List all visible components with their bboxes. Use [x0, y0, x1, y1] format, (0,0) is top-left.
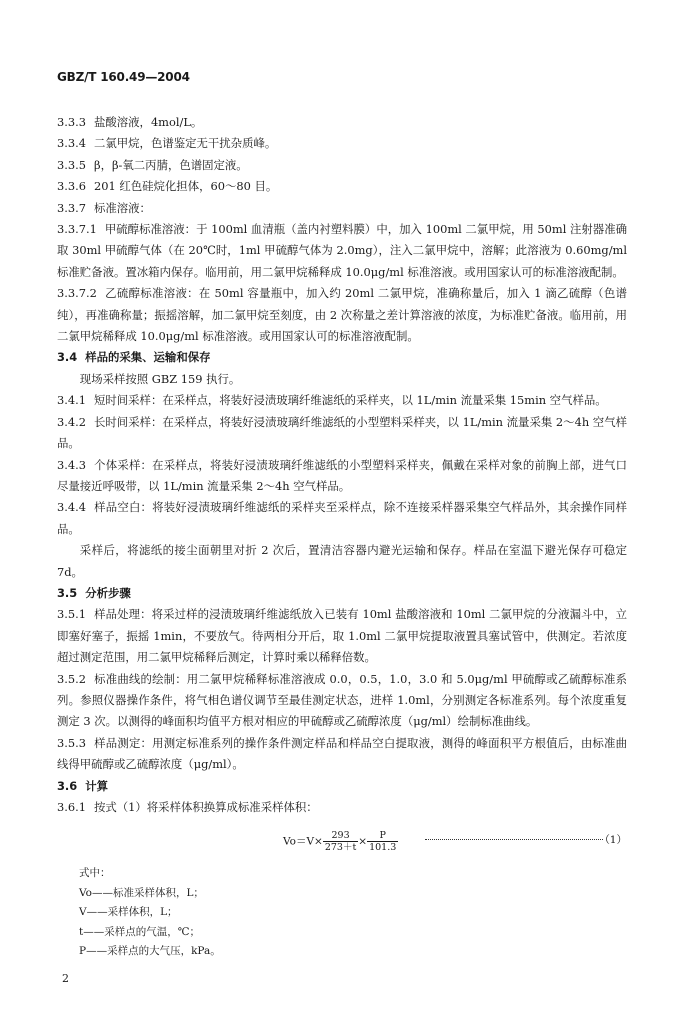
paragraph — [57, 412, 627, 455]
document-body — [57, 112, 627, 962]
clause-text: 盐酸溶液，4mol/L。 — [93, 115, 203, 129]
fraction-denominator: 101.3 — [369, 842, 397, 854]
clause-text: 标准曲线的绘制：用二氯甲烷稀释标准溶液成 0.0，0.5，1.0，3.0 和 5.0μg/ml 甲硫醇或乙硫醇标准系列。参照仪器操作条件，将气相色谱仪调节至最佳测定状态，进样 1.0ml，分别测定各标准系列。每个浓度重复测定 3 次。以测得的峰面积均值平方根对相应的甲硫醇或乙硫醇浓度（μg/ml）绘制标准曲线。 — [57, 671, 627, 729]
paragraph — [57, 155, 627, 176]
paragraph — [57, 112, 627, 133]
clause-text: 样品空白：将装好浸渍玻璃纤维滤纸的采样夹至采样点，除不连接采样器采集空气样品外，其余操作同样品。 — [57, 500, 627, 536]
clause-text: 样品的采集、运输和保存 — [85, 350, 211, 365]
formula-expression — [283, 830, 398, 853]
page-number: 2 — [62, 972, 69, 985]
paragraph — [57, 176, 627, 197]
clause-text: 乙硫醇标准溶液：在 50ml 容量瓶中，加入约 20ml 二氯甲烷，准确称量后，加入 1 滴乙硫醇（色谱纯），再准确称量；振摇溶解，加二氯甲烷至刻度，由 2 次称量之差计算溶液的浓度，为标准贮备液。临用前，用二氯甲烷稀释成 10.0μg/ml 标准溶液。或用国家认可的标准溶液配制。 — [57, 286, 627, 344]
clause-number: 3.3.7.2 — [57, 286, 97, 301]
clause-number: 3.5.2 — [57, 671, 86, 686]
clause-text: 短时间采样：在采样点，将装好浸渍玻璃纤维滤纸的采样夹，以 1L/min 流量采集 15min 空气样品。 — [93, 393, 607, 408]
paragraph — [57, 669, 627, 733]
clause-text: 个体采样：在采样点，将装好浸渍玻璃纤维滤纸的小型塑料采样夹，佩戴在采样对象的前胸上部，进气口尽量接近呼吸带，以 1L/min 流量采集 2～4h 空气样品。 — [57, 457, 627, 493]
paragraph — [57, 283, 627, 347]
clause-number: 3.5 — [57, 585, 78, 600]
paragraph — [57, 497, 627, 540]
clause-text: 计算 — [85, 778, 108, 793]
paragraph-list — [57, 112, 627, 818]
clause-number: 3.3.7 — [57, 200, 86, 215]
formula-lhs: Vo＝V× — [283, 835, 323, 848]
section-heading — [57, 583, 627, 604]
clause-text: 长时间采样：在采样点，将装好浸渍玻璃纤维滤纸的小型塑料采样夹，以 1L/min 流量采集 2～4h 空气样品。 — [57, 414, 627, 451]
symbol-definitions — [57, 864, 627, 962]
paragraph — [57, 455, 627, 498]
clause-number: 3.4 — [57, 350, 78, 365]
clause-text: 样品测定：用测定标准系列的操作条件测定样品和样品空白提取液，测得的峰面积平方根值后，由标准曲线得甲硫醇或乙硫醇浓度（μg/ml）。 — [57, 735, 627, 772]
paragraph — [57, 198, 627, 219]
definitions-intro: 式中： — [79, 867, 111, 880]
clause-text: 分析步骤 — [85, 585, 131, 600]
clause-text: 二氯甲烷，色谱鉴定无干扰杂质峰。 — [93, 136, 277, 151]
definition-item: t——采样点的气温，℃； — [79, 925, 200, 938]
clause-text: 采样后，将滤纸的接尘面朝里对折 2 次后，置清洁容器内避光运输和保存。样品在室温下避光保存可稳定 7d。 — [57, 543, 627, 579]
clause-number: 3.6.1 — [57, 800, 86, 814]
formula-times: × — [358, 835, 368, 848]
clause-text: 现场采样按照 GBZ 159 执行。 — [79, 371, 241, 386]
fraction-numerator: P — [367, 830, 398, 842]
clause-number: 3.3.7.1 — [57, 222, 97, 237]
clause-text: 按式（1）将采样体积换算成标准采样体积： — [93, 800, 318, 814]
document-header: GBZ/T 160.49—2004 — [57, 70, 190, 84]
clause-number: 3.5.3 — [57, 735, 86, 750]
formula-leader-dots — [425, 839, 603, 840]
paragraph — [57, 369, 627, 390]
clause-text: 甲硫醇标准溶液：于 100ml 血清瓶（盖内衬塑料膜）中，加入 100ml 二氯甲烷，用 50ml 注射器准确取 30ml 甲硫醇气体（在 20℃时，1ml 甲硫醇气体为 2.0mg），注入二氯甲烷中，溶解；此溶液为 0.60mg/ml 标准贮备液。置冰箱内保存。临用前，用二氯甲烷稀释成 10.0μg/ml 标准溶液。或用国家认可的标准溶液配制。 — [57, 222, 627, 279]
clause-number: 3.3.4 — [57, 136, 86, 151]
clause-text: 标准溶液： — [93, 200, 151, 215]
definition-item: Vo——标准采样体积，L； — [79, 886, 204, 899]
fraction-temperature — [323, 830, 358, 853]
clause-number: 3.3.3 — [57, 115, 86, 129]
clause-number: 3.4.2 — [57, 414, 86, 429]
definition-item: V——采样体积，L； — [79, 906, 178, 919]
fraction-numerator: 293 — [323, 830, 358, 842]
definition-item: P——采样点的大气压，kPa。 — [79, 945, 221, 958]
paragraph — [57, 133, 627, 154]
paragraph — [57, 390, 627, 411]
clause-number: 3.4.1 — [57, 393, 86, 408]
clause-text: 样品处理：将采过样的浸渍玻璃纤维滤纸放入已装有 10ml 盐酸溶液和 10ml 二氯甲烷的分液漏斗中，立即塞好塞子，振摇 1min，不要放气。待两相分开后，取 1.0ml 二氯甲烷提取液置具塞试管中，供测定。若浓度超过测定范围，用二氯甲烷稀释后测定，计算时乘以稀释倍数。 — [57, 607, 627, 665]
clause-number: 3.3.5 — [57, 157, 86, 172]
clause-text: 201 红色硅烷化担体，60～80 目。 — [93, 179, 278, 194]
paragraph — [57, 540, 627, 583]
fraction-denominator: 273＋t — [324, 842, 357, 854]
fraction-pressure — [367, 830, 398, 853]
paragraph — [57, 219, 627, 283]
formula-1 — [57, 822, 627, 856]
paragraph — [57, 604, 627, 668]
paragraph — [57, 797, 627, 818]
clause-number: 3.6 — [57, 778, 78, 793]
section-heading — [57, 776, 627, 797]
clause-text: β，β-氧二丙腈，色谱固定液。 — [93, 157, 248, 172]
clause-number: 3.4.3 — [57, 457, 86, 472]
section-heading — [57, 347, 627, 368]
equation-number: （1） — [599, 834, 627, 847]
clause-number: 3.3.6 — [57, 179, 86, 194]
clause-number: 3.5.1 — [57, 607, 86, 622]
clause-number: 3.4.4 — [57, 500, 86, 515]
paragraph — [57, 733, 627, 776]
